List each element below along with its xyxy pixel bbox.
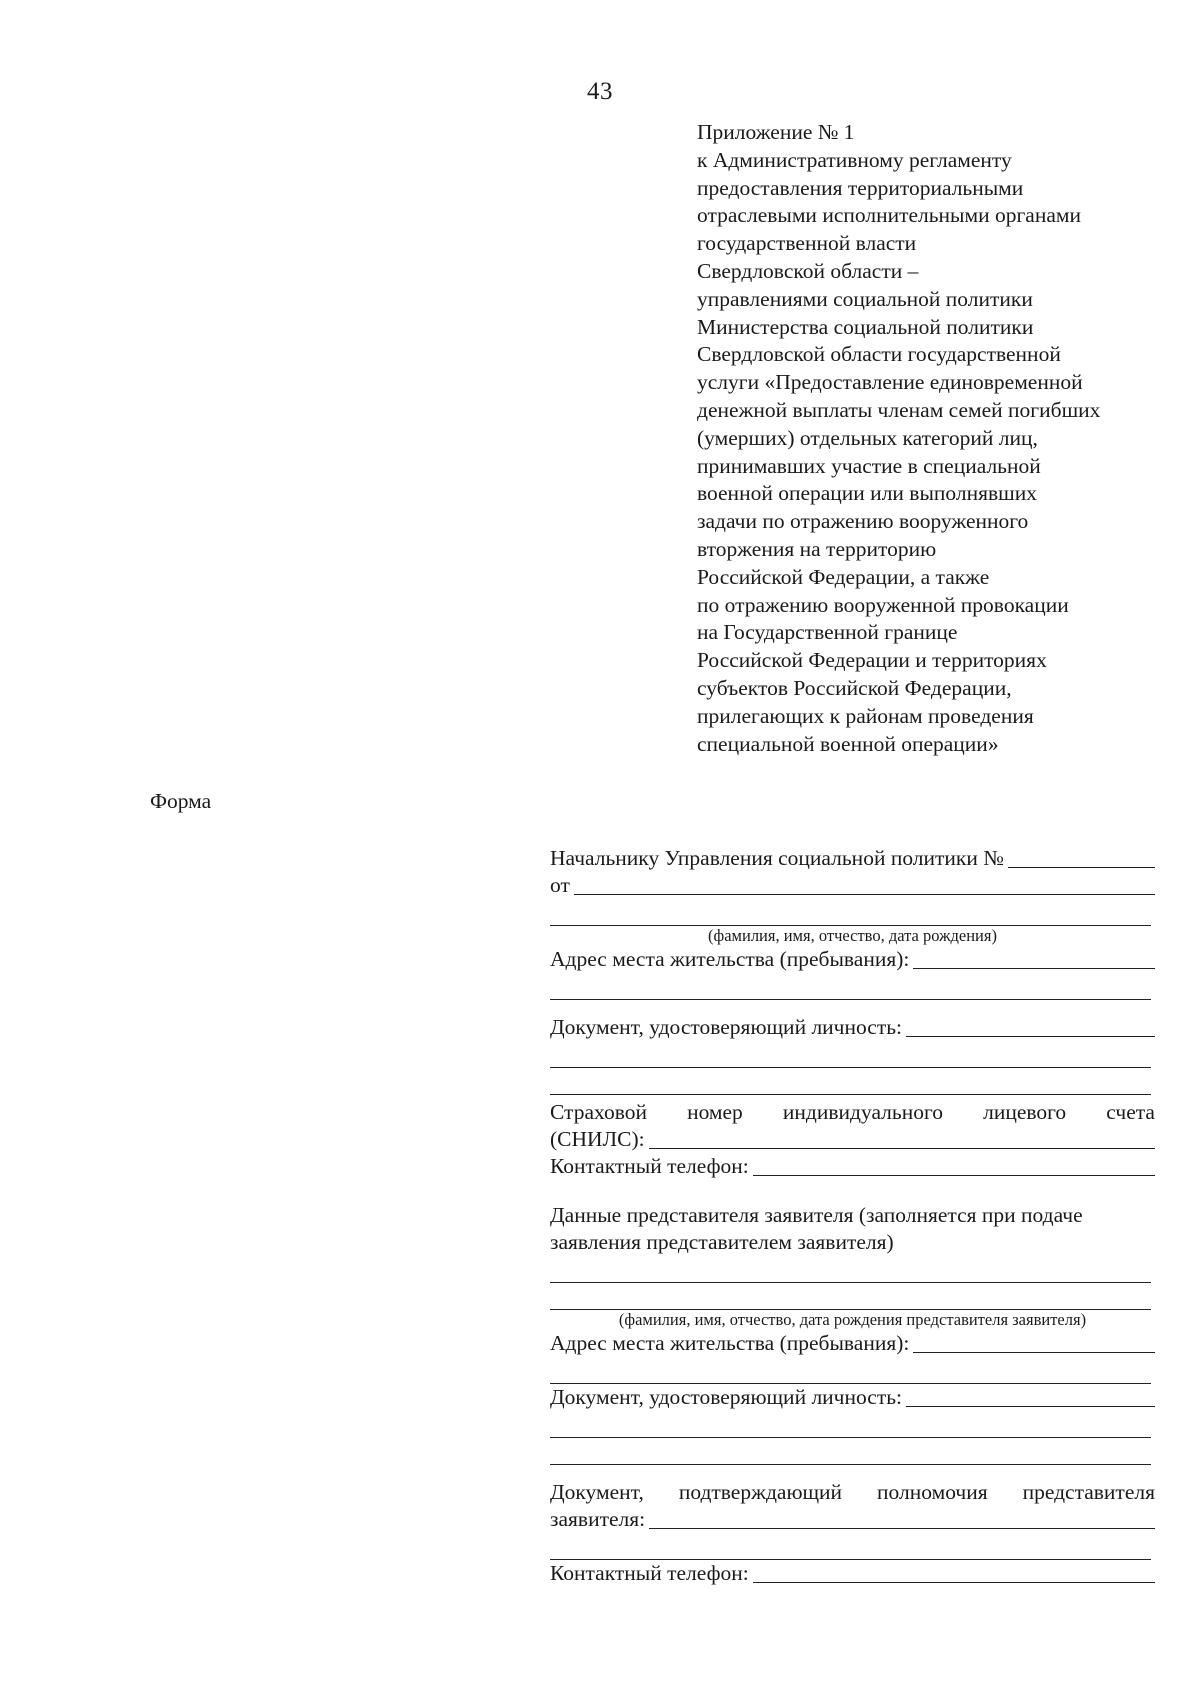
authority-row: [550, 1506, 1155, 1533]
appendix-line: специальной военной операции»: [697, 731, 999, 756]
rep-id-document-field-line2[interactable]: [550, 1411, 1151, 1438]
appendix-line: предоставления территориальными: [697, 175, 1024, 200]
snils-row: [550, 1126, 1155, 1153]
rep-id-document-label: Документ, удостоверяющий личность:: [550, 1385, 902, 1409]
authority-word: представителя: [1022, 1480, 1155, 1504]
rep-id-document-field-line3[interactable]: [550, 1438, 1151, 1465]
appendix-line: прилегающих к районам проведения: [697, 703, 1034, 728]
authority-word: подтверждающий: [678, 1480, 843, 1504]
rep-address-field-line2[interactable]: [550, 1357, 1151, 1384]
rep-phone-label: Контактный телефон:: [550, 1561, 749, 1585]
addressee-label: Начальнику Управления социальной политики №: [550, 846, 1004, 870]
rep-heading-line2: заявления представителем заявителя): [550, 1230, 894, 1254]
department-number-field[interactable]: [1008, 847, 1155, 868]
rep-heading-second: [550, 1229, 1155, 1256]
appendix-line: денежной выплаты членам семей погибших: [697, 397, 1101, 422]
id-document-label: Документ, удостоверяющий личность:: [550, 1015, 902, 1039]
appendix-line: субъектов Российской Федерации,: [697, 675, 1012, 700]
authority-heading: [550, 1479, 1155, 1506]
snils-heading: [550, 1099, 1155, 1126]
appendix-line: задачи по отражению вооруженного: [697, 509, 1029, 534]
phone-label: Контактный телефон:: [550, 1154, 749, 1178]
appendix-line: на Государственной границе: [697, 620, 958, 645]
rep-id-document-field[interactable]: [906, 1386, 1155, 1407]
appendix-header: [697, 119, 1177, 758]
rep-phone-field[interactable]: [753, 1562, 1155, 1583]
id-document-row: [550, 1014, 1155, 1041]
appendix-line: принимавших участие в специальной: [697, 453, 1041, 478]
authority-word: полномочия: [877, 1480, 988, 1504]
appendix-line: по отражению вооруженной провокации: [697, 592, 1069, 617]
authority-document-field[interactable]: [649, 1508, 1155, 1529]
rep-address-row: [550, 1330, 1155, 1357]
rep-heading: [550, 1202, 1155, 1229]
rep-phone-row: [550, 1560, 1155, 1587]
applicant-name-field[interactable]: [574, 874, 1155, 895]
rep-name-field[interactable]: [550, 1256, 1151, 1283]
snils-word: лицевого: [983, 1100, 1067, 1124]
form-label: Форма: [150, 789, 212, 813]
snils-field[interactable]: [649, 1128, 1155, 1149]
address-label: Адрес места жительства (пребывания):: [550, 947, 910, 971]
addressee-row: [550, 845, 1155, 872]
appendix-line: услуги «Предоставление единовременной: [697, 370, 1083, 395]
appendix-line: управлениями социальной политики: [697, 286, 1033, 311]
rep-heading-line1: Данные представителя заявителя (заполняется при подаче: [550, 1203, 1083, 1227]
rep-name-field-line2[interactable]: [550, 1283, 1151, 1310]
id-document-field-line3[interactable]: [550, 1068, 1151, 1095]
snils-word: счета: [1106, 1100, 1155, 1124]
authority-label: заявителя:: [550, 1507, 646, 1531]
appendix-line: Министерства социальной политики: [697, 314, 1034, 339]
appendix-line: Свердловской области –: [697, 258, 919, 283]
address-field-line2[interactable]: [550, 973, 1151, 1000]
application-form: [550, 845, 1155, 1587]
rep-id-document-row: [550, 1384, 1155, 1411]
address-row: [550, 946, 1155, 973]
id-document-field-line2[interactable]: [550, 1041, 1151, 1068]
authority-document-field-line2[interactable]: [550, 1533, 1151, 1560]
appendix-line: государственной власти: [697, 231, 917, 256]
snils-word: индивидуального: [782, 1100, 943, 1124]
appendix-line: военной операции или выполнявших: [697, 481, 1037, 506]
appendix-line: Свердловской области государственной: [697, 342, 1061, 367]
authority-word: Документ,: [550, 1480, 644, 1504]
applicant-hint: (фамилия, имя, отчество, дата рождения): [708, 926, 997, 945]
appendix-line: отраслевыми исполнительными органами: [697, 203, 1082, 228]
from-row: [550, 872, 1155, 899]
applicant-name-field-line2[interactable]: [550, 899, 1151, 926]
appendix-line: Российской Федерации и территориях: [697, 648, 1047, 673]
phone-row: [550, 1153, 1155, 1180]
rep-address-field[interactable]: [913, 1332, 1155, 1353]
address-field[interactable]: [913, 948, 1155, 969]
rep-address-label: Адрес места жительства (пребывания):: [550, 1331, 910, 1355]
appendix-line: к Административному регламенту: [697, 147, 1012, 172]
snils-word: Страховой: [550, 1100, 647, 1124]
rep-hint: (фамилия, имя, отчество, дата рождения представителя заявителя): [618, 1310, 1087, 1329]
appendix-line: (умерших) отдельных категорий лиц,: [697, 425, 1038, 450]
snils-word: номер: [687, 1100, 743, 1124]
from-label: от: [550, 873, 570, 897]
appendix-line: Российской Федерации, а также: [697, 564, 990, 589]
appendix-line: вторжения на территорию: [697, 536, 937, 561]
phone-field[interactable]: [753, 1155, 1155, 1176]
id-document-field[interactable]: [906, 1016, 1155, 1037]
page-number: 43: [587, 78, 613, 105]
snils-label: (СНИЛС):: [550, 1127, 645, 1151]
appendix-line: Приложение № 1: [697, 120, 855, 144]
